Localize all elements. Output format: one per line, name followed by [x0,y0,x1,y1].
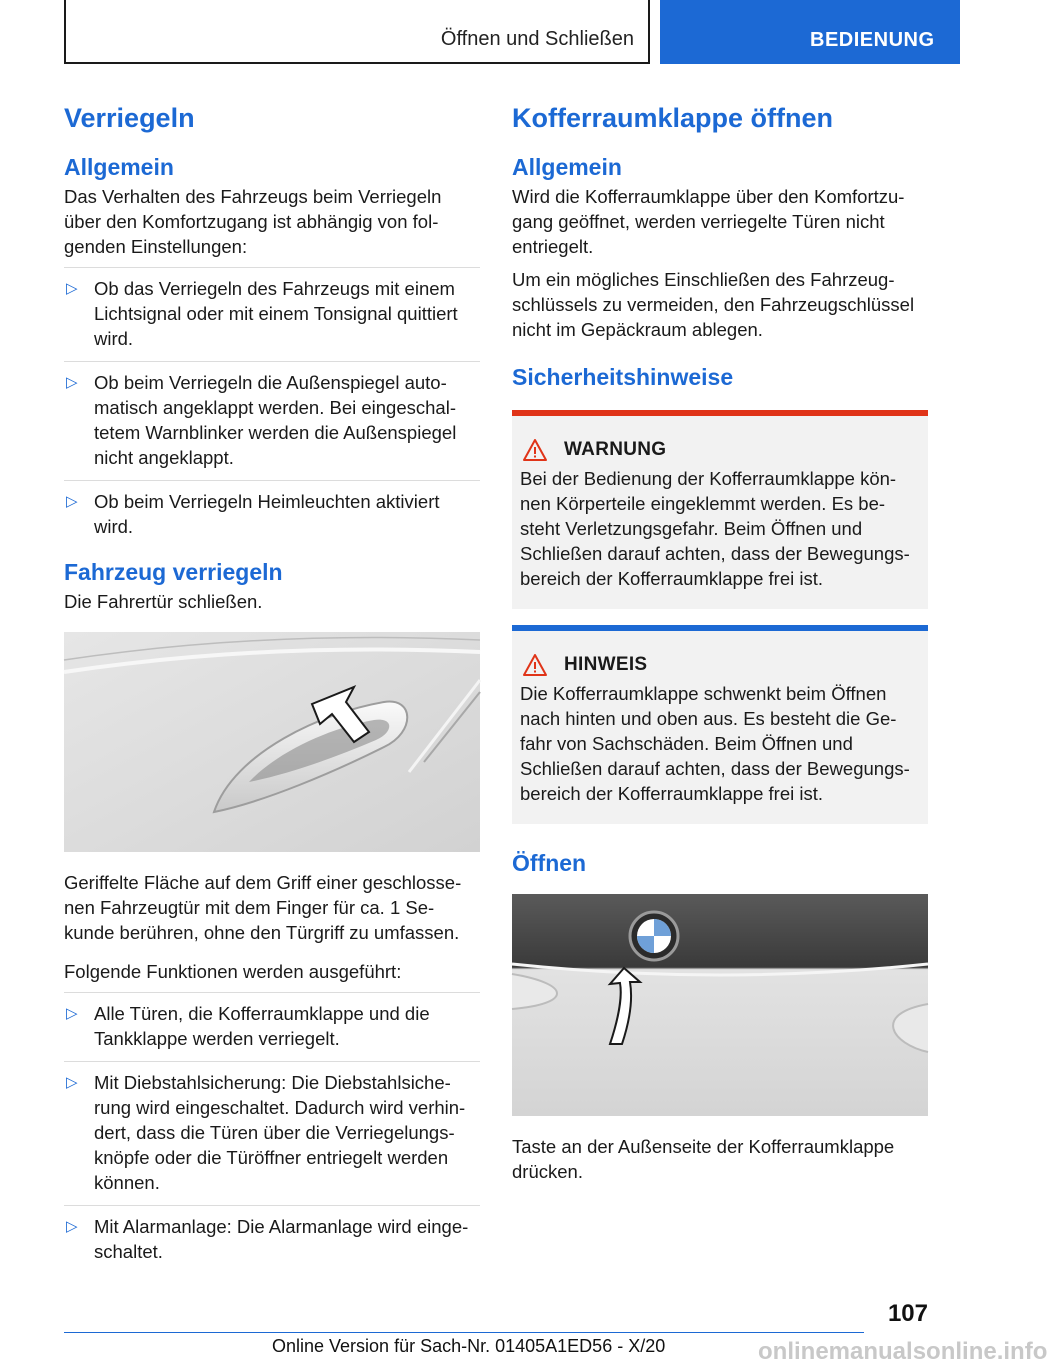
section-tab [64,0,650,64]
online-version-text: Online Version für Sach-Nr. 01405A1ED56 - X/20 [272,1336,666,1356]
right-column [512,100,928,1192]
warning-title: WARNUNG [564,439,667,460]
trunk-button-image [512,894,928,1116]
left-column [64,100,480,1274]
trunk-general-heading: Allgemein [512,154,622,180]
list-item: ▷ Mit Alarmanlage: Die Alarmanlage wird einge-schaltet. [64,1205,480,1264]
safety-heading: Sicherheitshinweise [512,364,734,390]
lock-general-text: Das Verhalten des Fahrzeugs beim Verriegeln über den Komfortzugang ist abhängig von fol-genden Einstellungen: [64,186,442,257]
page-header [0,0,960,66]
list-item: ▷ Mit Diebstahlsicherung: Die Diebstahlsiche-rung wird eingeschaltet. Dadurch wird verhin-dert, dass die Türen über die Verriegelungs-knöpfe oder die Türöffner entriegelt werden können. [64,1061,480,1195]
section-title: Öffnen und Schließen [440,28,634,50]
triangle-bullet-icon: ▷ [66,280,78,297]
lock-vehicle-heading: Fahrzeug verriegeln [64,559,283,585]
notice-box [512,625,928,824]
door-handle-text: Geriffelte Fläche auf dem Griff einer geschlosse-nen Fahrzeugtür mit dem Finger für ca. 1 Se-kunde berühren, ohne den Türgriff zu umfassen. [64,872,462,943]
open-heading: Öffnen [512,850,587,876]
open-text: Taste an der Außenseite der Kofferraumklappe drücken. [512,1136,895,1182]
lock-title: Verriegeln [64,103,195,133]
warning-box [512,410,928,609]
notice-title: HINWEIS [564,654,648,675]
trunk-general-text-1: Wird die Kofferraumklappe über den Komfortzu-gang geöffnet, werden verriegelte Türen nicht entriegelt. [512,186,905,257]
warning-triangle-icon [522,653,548,677]
triangle-bullet-icon: ▷ [66,493,78,510]
list-item: ▷ Ob das Verriegeln des Fahrzeugs mit einem Lichtsignal oder mit einem Tonsignal quittiert wird. [64,267,480,351]
settings-list [64,267,480,539]
trunk-general-text-2: Um ein mögliches Einschließen des Fahrzeug-schlüssels zu vermeiden, den Fahrzeugschlüssel nicht im Gepäckraum ablegen. [512,269,915,340]
functions-intro: Folgende Funktionen werden ausgeführt: [64,961,402,982]
triangle-bullet-icon: ▷ [66,1218,78,1235]
list-item: ▷ Ob beim Verriegeln Heimleuchten aktiviert wird. [64,480,480,539]
lock-general-heading: Allgemein [64,154,174,180]
watermark: onlinemanualsonline.info [758,1338,1047,1365]
warning-text: Bei der Bedienung der Kofferraumklappe kön-nen Körperteile eingeklemmt werden. Es be-steht Verletzungsgefahr. Beim Öffnen und Schließen darauf achten, dass der Bewegungs-bereich der Kofferraumklappe frei ist. [520,468,910,589]
triangle-bullet-icon: ▷ [66,1005,78,1022]
page-number: 107 [887,1300,928,1327]
chapter-title: BEDIENUNG [810,29,935,51]
notice-text: Die Kofferraumklappe schwenkt beim Öffnen nach hinten und oben aus. Es besteht die Ge-fahr von Sachschäden. Beim Öffnen und Schließen darauf achten, dass der Bewegungs-bereich der Kofferraumklappe frei ist. [520,683,910,804]
functions-list [64,992,480,1264]
lock-vehicle-text: Die Fahrertür schließen. [64,591,263,612]
list-item: ▷ Alle Türen, die Kofferraumklappe und die Tankklappe werden verriegelt. [64,992,480,1051]
list-item: ▷ Ob beim Verriegeln die Außenspiegel auto-matisch angeklappt werden. Bei eingeschal-tetem Warnblinker werden die Außenspiegel nicht angeklappt. [64,361,480,470]
chapter-tab [660,0,960,64]
trunk-title: Kofferraumklappe öffnen [512,103,834,133]
triangle-bullet-icon: ▷ [66,1074,78,1091]
warning-triangle-icon [522,438,548,462]
triangle-bullet-icon: ▷ [66,374,78,391]
footer-divider [64,1332,864,1333]
door-handle-image [64,632,480,852]
